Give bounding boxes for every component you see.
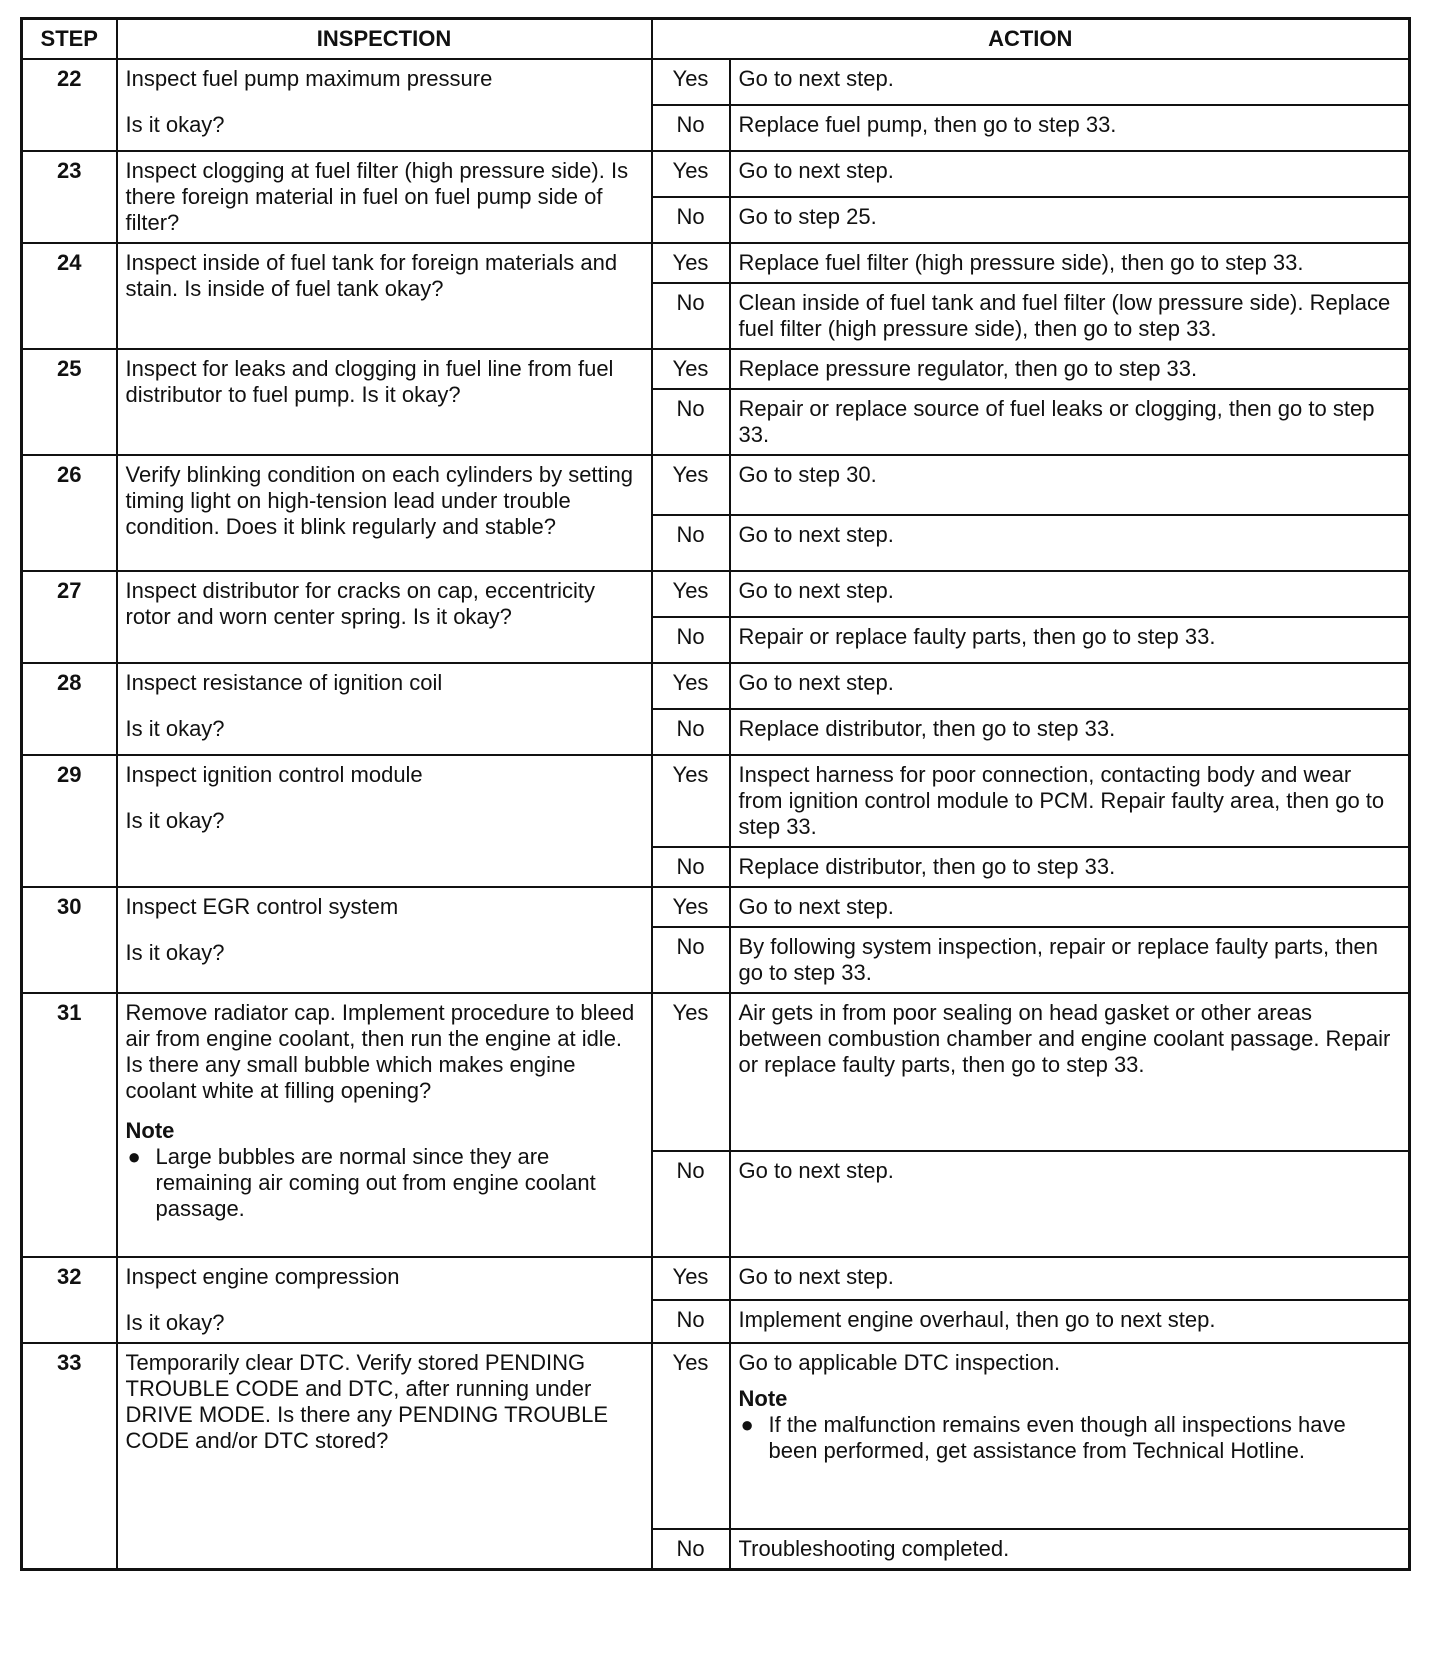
inspection-cell [117, 571, 652, 663]
no-action: By following system inspection, repair or replace faulty parts, then go to step 33. [730, 927, 1410, 993]
bullet-icon: ● [740, 1412, 754, 1437]
no-action: Replace fuel pump, then go to step 33. [730, 105, 1410, 151]
table-row [22, 663, 1410, 709]
step-number: 30 [22, 887, 117, 993]
yes-label: Yes [652, 151, 730, 197]
inspection-cell [117, 993, 652, 1257]
inspection-text: Inspect resistance of ignition coil [125, 670, 443, 695]
yes-action [730, 1343, 1410, 1529]
no-action: Implement engine overhaul, then go to next step. [730, 1300, 1410, 1343]
inspection-cell [117, 663, 652, 755]
yes-label: Yes [652, 755, 730, 847]
yes-action [730, 993, 1410, 1151]
no-label: No [652, 847, 730, 887]
no-label: No [652, 197, 730, 243]
step-number: 25 [22, 349, 117, 455]
yes-label: Yes [652, 59, 730, 105]
yes-action [730, 455, 1410, 515]
table-row [22, 1257, 1410, 1300]
yes-action [730, 571, 1410, 617]
step-number: 32 [22, 1257, 117, 1343]
step-number: 31 [22, 993, 117, 1257]
yes-action [730, 1257, 1410, 1300]
yes-action [730, 755, 1410, 847]
yes-label: Yes [652, 993, 730, 1151]
no-label: No [652, 709, 730, 755]
inspection-text: Inspect for leaks and clogging in fuel line from fuel distributor to fuel pump. Is it okay? [125, 356, 614, 407]
table-row [22, 151, 1410, 197]
action-text: Go to next step. [738, 670, 894, 695]
no-label: No [652, 617, 730, 663]
note-bullet-item [126, 1144, 643, 1222]
yes-action [730, 349, 1410, 389]
action-text: Go to next step. [738, 894, 894, 919]
note-text: Large bubbles are normal since they are remaining air coming out from engine coolant passage. [155, 1144, 596, 1221]
yes-action [730, 243, 1410, 283]
no-label: No [652, 515, 730, 571]
action-text: Go to next step. [738, 158, 894, 183]
table-row [22, 59, 1410, 105]
note-bullet-item [739, 1412, 1401, 1464]
yes-action [730, 151, 1410, 197]
inspection-text: Is it okay? [125, 1310, 225, 1335]
note-label: Note [738, 1386, 788, 1411]
action-text: Replace pressure regulator, then go to step 33. [738, 356, 1198, 381]
inspection-cell [117, 349, 652, 455]
header-inspection: INSPECTION [117, 19, 652, 60]
no-action: Go to step 25. [730, 197, 1410, 243]
no-action: Repair or replace faulty parts, then go to step 33. [730, 617, 1410, 663]
action-text: Go to next step. [738, 578, 894, 603]
table-row [22, 243, 1410, 283]
step-number: 26 [22, 455, 117, 571]
inspection-text: Inspect fuel pump maximum pressure [125, 66, 493, 91]
inspection-text: Inspect engine compression [125, 1264, 400, 1289]
step-number: 22 [22, 59, 117, 151]
yes-label: Yes [652, 349, 730, 389]
table-row [22, 349, 1410, 389]
table-row [22, 993, 1410, 1151]
step-number: 23 [22, 151, 117, 243]
action-text: Air gets in from poor sealing on head gasket or other areas between combustion chamber and engine coolant passage. Repair or replace faulty parts, then go to step 33. [738, 1000, 1391, 1077]
yes-label: Yes [652, 1257, 730, 1300]
table-row [22, 755, 1410, 847]
action-text: Inspect harness for poor connection, contacting body and wear from ignition control module to PCM. Repair faulty area, then go to step 33. [738, 762, 1385, 839]
note-text: If the malfunction remains even though all inspections have been performed, get assistance from Technical Hotline. [768, 1412, 1346, 1463]
yes-label: Yes [652, 571, 730, 617]
no-action: Go to next step. [730, 1151, 1410, 1257]
no-action: Go to next step. [730, 515, 1410, 571]
action-text: Go to next step. [738, 1264, 894, 1289]
no-label: No [652, 927, 730, 993]
no-action: Replace distributor, then go to step 33. [730, 709, 1410, 755]
inspection-text: Verify blinking condition on each cylinders by setting timing light on high-tension lead under trouble condition. Does it blink regularly and stable? [125, 462, 634, 539]
inspection-cell [117, 887, 652, 993]
action-text: Go to next step. [738, 66, 894, 91]
yes-label: Yes [652, 455, 730, 515]
yes-action [730, 59, 1410, 105]
inspection-cell [117, 455, 652, 571]
inspection-text: Inspect clogging at fuel filter (high pressure side). Is there foreign material in fuel on fuel pump side of filter? [125, 158, 629, 235]
inspection-text: Inspect ignition control module [125, 762, 423, 787]
inspection-cell [117, 1343, 652, 1570]
inspection-text: Temporarily clear DTC. Verify stored PENDING TROUBLE CODE and DTC, after running under DRIVE MODE. Is there any PENDING TROUBLE CODE and/or DTC stored? [125, 1350, 608, 1453]
yes-label: Yes [652, 1343, 730, 1529]
inspection-cell [117, 1257, 652, 1343]
yes-label: Yes [652, 663, 730, 709]
inspection-text: Is it okay? [125, 940, 225, 965]
header-row [22, 19, 1410, 60]
note-label: Note [125, 1118, 175, 1143]
no-action: Clean inside of fuel tank and fuel filter (low pressure side). Replace fuel filter (high pressure side), then go to step 33. [730, 283, 1410, 349]
inspection-cell [117, 755, 652, 887]
inspection-text: Remove radiator cap. Implement procedure to bleed air from engine coolant, then run the engine at idle. Is there any small bubble which makes engine coolant white at filling opening? [125, 1000, 635, 1103]
no-action: Replace distributor, then go to step 33. [730, 847, 1410, 887]
no-action: Repair or replace source of fuel leaks or clogging, then go to step 33. [730, 389, 1410, 455]
no-label: No [652, 1151, 730, 1257]
step-number: 24 [22, 243, 117, 349]
action-text: Go to step 30. [738, 462, 877, 487]
troubleshooting-page [20, 17, 1408, 1571]
inspection-cell [117, 243, 652, 349]
yes-action [730, 663, 1410, 709]
no-label: No [652, 283, 730, 349]
yes-label: Yes [652, 243, 730, 283]
no-action: Troubleshooting completed. [730, 1529, 1410, 1570]
inspection-text: Inspect inside of fuel tank for foreign materials and stain. Is inside of fuel tank okay? [125, 250, 618, 301]
header-step: STEP [22, 19, 117, 60]
no-label: No [652, 1300, 730, 1343]
inspection-text: Is it okay? [125, 808, 225, 833]
inspection-text: Inspect distributor for cracks on cap, eccentricity rotor and worn center spring. Is it okay? [125, 578, 596, 629]
inspection-table [20, 17, 1411, 1571]
table-row [22, 1343, 1410, 1529]
step-number: 33 [22, 1343, 117, 1570]
inspection-text: Is it okay? [125, 716, 225, 741]
step-number: 27 [22, 571, 117, 663]
no-label: No [652, 105, 730, 151]
action-text: Replace fuel filter (high pressure side), then go to step 33. [738, 250, 1304, 275]
step-number: 28 [22, 663, 117, 755]
bullet-icon: ● [127, 1144, 141, 1169]
action-text: Go to applicable DTC inspection. [738, 1350, 1061, 1375]
table-row [22, 455, 1410, 515]
no-label: No [652, 1529, 730, 1570]
inspection-text: Inspect EGR control system [125, 894, 399, 919]
inspection-text: Is it okay? [125, 112, 225, 137]
no-label: No [652, 389, 730, 455]
table-row [22, 887, 1410, 927]
header-action: ACTION [652, 19, 1410, 60]
step-number: 29 [22, 755, 117, 887]
inspection-cell [117, 151, 652, 243]
yes-action [730, 887, 1410, 927]
table-row [22, 571, 1410, 617]
yes-label: Yes [652, 887, 730, 927]
inspection-cell [117, 59, 652, 151]
